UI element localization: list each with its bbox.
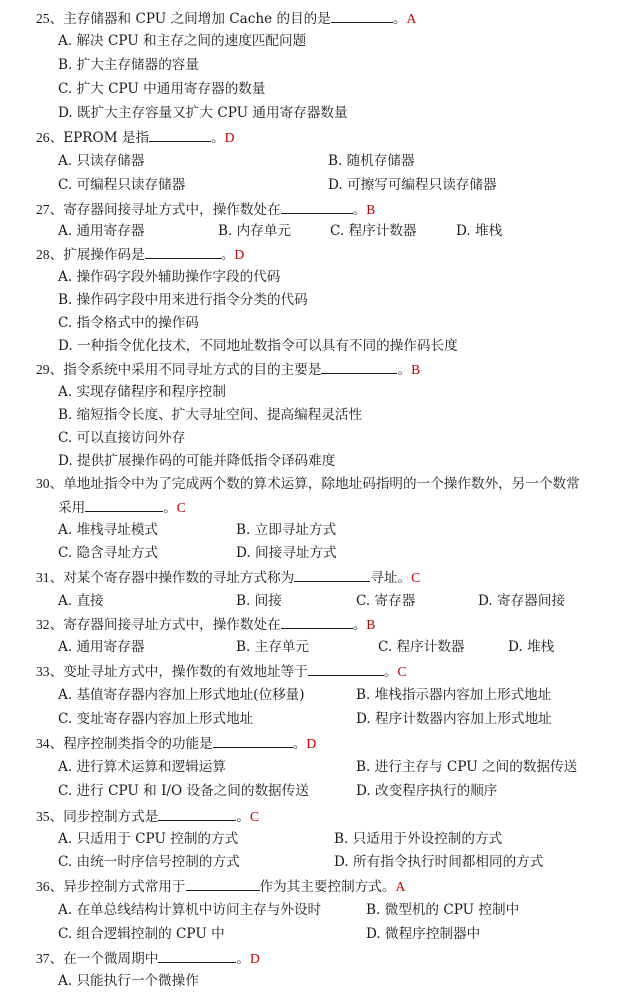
answer-blank: [85, 497, 163, 512]
option: B. 立即寻址方式: [236, 522, 337, 538]
answer-blank: [331, 8, 393, 23]
option: C. 扩大 CPU 中通用寄存器的数量: [58, 81, 266, 97]
stem-text: 变址寻址方式中，操作数的有效地址等于: [63, 664, 308, 680]
answer-key: B: [366, 202, 376, 217]
question-number: 33、: [36, 664, 64, 679]
option: A. 进行算术运算和逻辑运算: [58, 759, 226, 775]
stem-text-end: 。: [163, 500, 177, 516]
option: A. 基值寄存器内容加上形式地址(位移量): [58, 687, 305, 703]
option: C. 程序计数器: [330, 223, 417, 239]
option: A. 解决 CPU 和主存之间的速度匹配问题: [58, 33, 307, 49]
option: A. 只能执行一个微操作: [58, 973, 199, 989]
question-number: 28、: [36, 247, 64, 262]
option: C. 隐含寻址方式: [58, 545, 159, 561]
option: C. 寄存器: [356, 593, 416, 609]
stem-text-end: 。: [211, 130, 225, 146]
option: C. 指令格式中的操作码: [58, 315, 199, 331]
option: D. 堆栈: [508, 639, 555, 655]
option: C. 由统一时序信号控制的方式: [58, 854, 240, 870]
stem-text-end: 。: [236, 809, 250, 825]
stem-text: 程序控制类指令的功能是: [63, 736, 213, 752]
answer-key: D: [234, 247, 245, 262]
answer-key: D: [249, 951, 260, 966]
answer-blank: [308, 661, 384, 676]
option: B. 内存单元: [218, 223, 292, 239]
question-stem: [36, 359, 420, 380]
answer-blank: [213, 733, 293, 748]
question-stem: [36, 474, 580, 494]
answer-blank: [281, 614, 353, 629]
answer-key: C: [411, 570, 421, 585]
option: C. 变址寄存器内容加上形式地址: [58, 711, 254, 727]
question-number: 31、: [36, 570, 64, 585]
option: D. 可擦写可编程只读存储器: [328, 177, 497, 193]
option: C. 可编程只读存储器: [58, 177, 186, 193]
option: C. 组合逻辑控制的 CPU 中: [58, 926, 225, 942]
question-stem: [36, 567, 420, 588]
stem-text: 采用: [58, 500, 86, 516]
question-number: 30、: [36, 476, 64, 491]
stem-text-end: 。: [352, 617, 367, 633]
option: B. 主存单元: [236, 639, 310, 655]
answer-blank: [294, 567, 370, 582]
stem-text-end: 。: [383, 664, 398, 680]
question-number: 29、: [36, 362, 64, 377]
option: A. 在单总线结构计算机中访问主存与外设时: [58, 902, 322, 918]
option: A. 只适用于 CPU 控制的方式: [58, 831, 239, 847]
question-number: 37、: [36, 951, 64, 966]
option: B. 微型机的 CPU 控制中: [366, 902, 520, 918]
stem-text-end: 。: [392, 11, 407, 27]
question-stem: [36, 876, 405, 897]
question-stem-continuation: [58, 497, 186, 518]
option: C. 程序计数器: [378, 639, 465, 655]
stem-text-end: 。: [236, 951, 250, 967]
option: D. 所有指令执行时间都相同的方式: [334, 854, 544, 870]
option: C. 进行 CPU 和 I/O 设备之间的数据传送: [58, 783, 309, 799]
stem-text: 在一个微周期中: [63, 951, 159, 967]
stem-text: 异步控制方式常用于: [63, 879, 186, 895]
option: D. 提供扩展操作码的可能并降低指令译码难度: [58, 453, 336, 469]
stem-text-end: 。: [397, 362, 412, 378]
option: B. 只适用于外设控制的方式: [334, 831, 503, 847]
option: B. 堆栈指示器内容加上形式地址: [356, 687, 552, 703]
option: D. 间接寻址方式: [236, 545, 337, 561]
question-number: 32、: [36, 617, 64, 632]
option: A. 操作码字段外辅助操作字段的代码: [58, 269, 281, 285]
option: D. 程序计数器内容加上形式地址: [356, 711, 552, 727]
answer-key: A: [395, 879, 406, 894]
question-stem: [36, 199, 375, 220]
answer-blank: [321, 359, 397, 374]
option: A. 实现存储程序和程序控制: [58, 384, 226, 400]
stem-text-end: 。: [352, 202, 367, 218]
option: A. 通用寄存器: [58, 223, 145, 239]
option: B. 随机存储器: [328, 153, 415, 169]
option: A. 只读存储器: [58, 153, 145, 169]
option: D. 寄存器间接: [478, 593, 566, 609]
question-stem: [36, 806, 259, 827]
question-stem: [36, 244, 244, 265]
option: D. 一种指令优化技术，不同地址数指令可以具有不同的操作码长度: [58, 338, 458, 354]
option: B. 操作码字段中用来进行指令分类的代码: [58, 292, 308, 308]
question-stem: [36, 661, 407, 682]
answer-key: B: [366, 617, 376, 632]
answer-key: C: [176, 500, 186, 515]
option: B. 间接: [236, 593, 282, 609]
answer-blank: [186, 876, 260, 891]
question-stem: [36, 8, 416, 29]
stem-text: EPROM 是指: [63, 130, 150, 146]
option: B. 缩短指令长度、扩大寻址空间、提高编程灵活性: [58, 407, 363, 423]
question-stem: [36, 948, 260, 969]
stem-text: 扩展操作码是: [63, 247, 145, 263]
stem-text: 单地址指令中为了完成两个数的算术运算，除地址码指明的一个操作数外，另一个数常: [63, 476, 580, 492]
question-number: 27、: [36, 202, 64, 217]
option: A. 堆栈寻址模式: [58, 522, 159, 538]
stem-text-end: 。: [220, 247, 235, 263]
option: D. 既扩大主存容量又扩大 CPU 通用寄存器数量: [58, 105, 348, 121]
option: C. 可以直接访问外存: [58, 430, 186, 446]
stem-text: 寄存器间接寻址方式中，操作数处在: [63, 202, 281, 218]
answer-key: D: [306, 736, 317, 751]
stem-text-end: 。: [292, 736, 307, 752]
answer-blank: [158, 806, 236, 821]
answer-key: B: [411, 362, 421, 377]
option: D. 堆栈: [456, 223, 503, 239]
answer-key: C: [249, 809, 260, 824]
option: D. 改变程序执行的顺序: [356, 783, 498, 799]
stem-text: 主存储器和 CPU 之间增加 Cache 的目的是: [63, 11, 331, 27]
option: A. 直接: [58, 593, 104, 609]
answer-blank: [149, 127, 211, 142]
question-stem: [36, 733, 316, 754]
option: D. 微程序控制器中: [366, 926, 481, 942]
question-number: 34、: [36, 736, 64, 751]
stem-text: 对某个寄存器中操作数的寻址方式称为: [63, 570, 295, 586]
stem-text: 同步控制方式是: [63, 809, 159, 825]
answer-key: C: [397, 664, 407, 679]
question-number: 35、: [36, 809, 64, 824]
question-stem: [36, 614, 375, 635]
question-number: 26、: [36, 130, 64, 145]
stem-text-end: 寻址。: [370, 570, 412, 586]
answer-blank: [281, 199, 353, 214]
question-number: 36、: [36, 879, 64, 894]
option: B. 进行主存与 CPU 之间的数据传送: [356, 759, 578, 775]
answer-key: A: [406, 11, 417, 26]
stem-text: 指令系统中采用不同寻址方式的目的主要是: [63, 362, 322, 378]
stem-text-end: 作为其主要控制方式。: [259, 879, 396, 895]
option: B. 扩大主存储器的容量: [58, 57, 199, 73]
answer-blank: [158, 948, 236, 963]
option: A. 通用寄存器: [58, 639, 145, 655]
stem-text: 寄存器间接寻址方式中，操作数处在: [63, 617, 281, 633]
question-stem: [36, 127, 235, 148]
question-number: 25、: [36, 11, 64, 26]
answer-key: D: [224, 130, 235, 145]
answer-blank: [145, 244, 221, 259]
